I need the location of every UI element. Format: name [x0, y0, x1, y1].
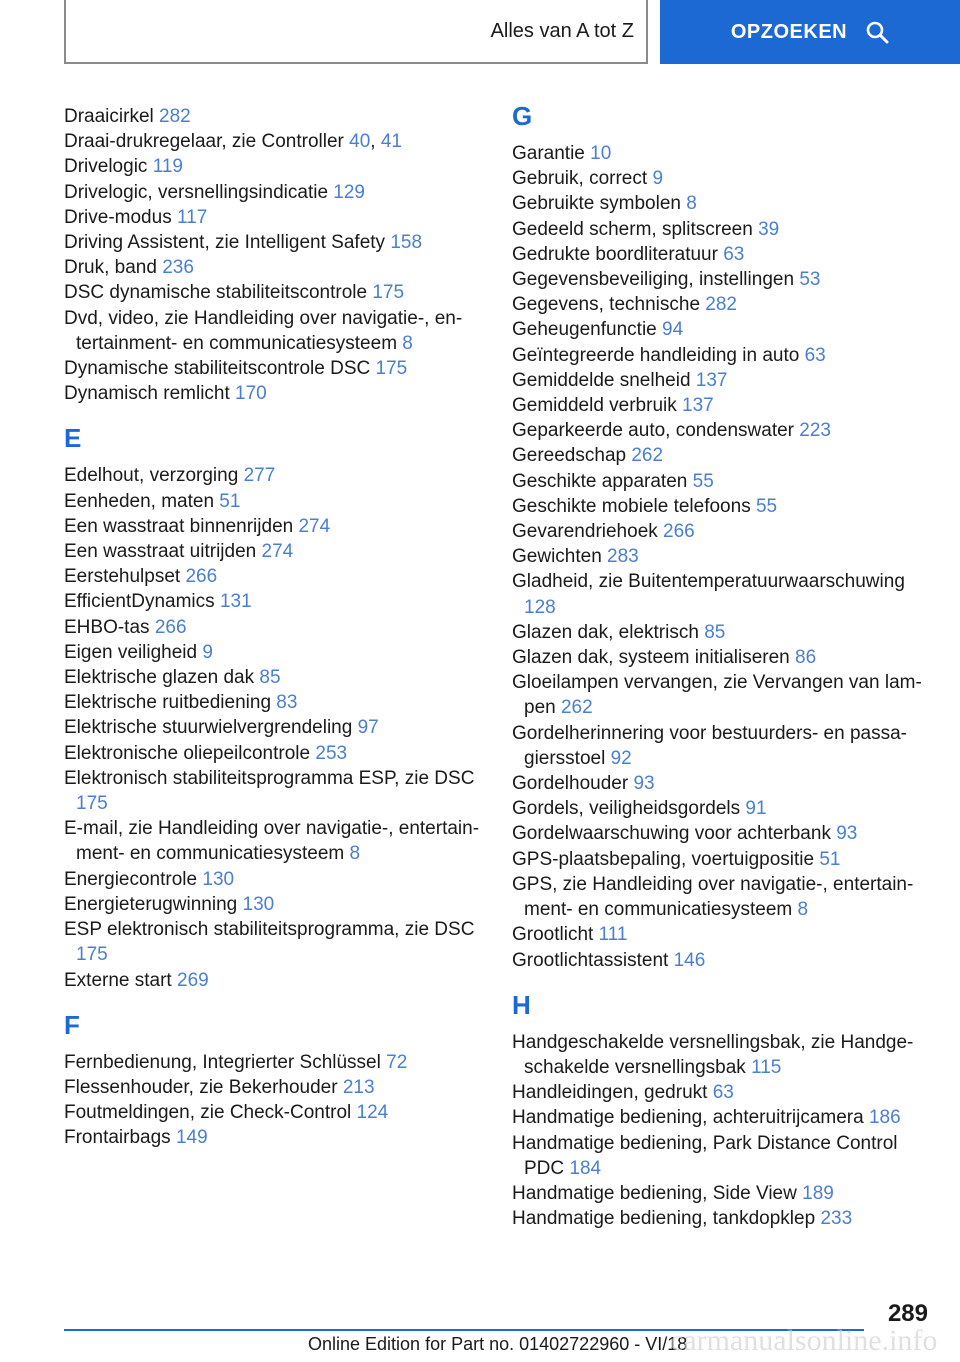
search-button[interactable] [660, 0, 960, 64]
page-link[interactable]: 8 [797, 899, 809, 921]
page-link[interactable]: 277 [243, 465, 276, 487]
index-entry-label: ESP elektronisch stabiliteitsprogramma, zie DSC [64, 919, 475, 941]
index-entry [512, 368, 922, 393]
index-entry [64, 104, 484, 129]
index-entry-label: Handmatige bediening, tankdopklep [512, 1208, 821, 1230]
index-entry-label: EHBO-tas [64, 616, 155, 638]
index-entry [512, 443, 922, 468]
index-entry [512, 242, 922, 267]
index-entry-label: Geschikte apparaten [512, 470, 693, 492]
heading-spacer [64, 451, 484, 463]
index-entry [64, 539, 484, 564]
page-link[interactable]: 175 [76, 944, 108, 966]
page-link[interactable]: 51 [819, 848, 841, 870]
watermark: carmanualsonline.info [670, 1324, 938, 1357]
index-entry [512, 393, 922, 418]
page-link[interactable]: 119 [152, 156, 183, 178]
page-link[interactable]: 83 [276, 692, 298, 714]
index-entry [512, 1206, 922, 1231]
page-link[interactable]: 9 [202, 641, 213, 663]
index-entry [512, 1030, 922, 1080]
index-entry-label: Elektrische ruitbediening [64, 692, 277, 714]
page-link[interactable]: 8 [402, 332, 413, 354]
index-entry [512, 948, 922, 973]
index-entry [512, 847, 922, 872]
index-entry-label: Energiecontrole [64, 868, 203, 890]
index-entry-label: Eerstehulpset [64, 566, 186, 588]
index-entry-label: GPS, zie Handleiding over navigatie-, entertainment- en communicatiesysteem [512, 873, 914, 921]
index-entry [64, 867, 484, 892]
index-entry [512, 418, 922, 443]
index-entry-label: Een wasstraat uitrijden [64, 541, 262, 563]
index-entry-label: Energieterugwinning [64, 893, 243, 915]
index-entry [512, 494, 922, 519]
index-entry [64, 1100, 484, 1125]
index-entry [64, 514, 484, 539]
page-link[interactable]: 137 [682, 395, 714, 417]
index-entry [64, 892, 484, 917]
index-entry-label: Draai-drukregelaar, zie Controller [64, 131, 350, 153]
page-link[interactable]: 184 [569, 1157, 602, 1179]
index-entry-label: Handleidingen, gedrukt [512, 1082, 713, 1104]
index-entry [512, 1080, 922, 1105]
index-entry-label: Handmatige bediening, achteruitrijcamera [512, 1107, 869, 1129]
index-entry [512, 1181, 922, 1206]
index-entry-label: Gedeeld scherm, splitscreen [512, 218, 759, 240]
page-link[interactable]: 115 [751, 1056, 782, 1078]
page-link[interactable]: 72 [386, 1051, 408, 1073]
page-link[interactable]: 128 [524, 596, 556, 618]
page-link[interactable]: 146 [673, 949, 706, 971]
page-link[interactable]: 55 [755, 495, 778, 517]
page-link[interactable]: 63 [804, 344, 826, 366]
index-entry [64, 640, 484, 665]
page-number: 289 [887, 1300, 928, 1327]
index-entry [64, 589, 484, 614]
index-entry [64, 306, 484, 356]
index-entry-label: E-mail, zie Handleiding over navigatie-, entertainment- en communicatiesysteem [64, 818, 480, 865]
index-entry-label: Glazen dak, systeem initialiseren [512, 647, 796, 669]
page-link[interactable]: 53 [799, 269, 821, 291]
index-entry-label: Gloeilampen vervangen, zie Vervangen van lampen [512, 672, 922, 719]
index-entry [512, 771, 922, 796]
index-entry-label: Externe start [64, 969, 177, 991]
page-link[interactable]: 63 [723, 243, 745, 265]
index-letter-heading: E [64, 423, 82, 454]
page-link[interactable]: 8 [349, 843, 361, 865]
index-entry-label: Fernbedienung, Integrierter Schlüssel [64, 1051, 387, 1073]
page-link[interactable]: 131 [219, 591, 252, 613]
page-link[interactable]: 253 [315, 742, 348, 764]
index-letter-heading: F [64, 1009, 80, 1040]
footer-edition: Online Edition for Part no. 01402722960 - VI/18 [308, 1334, 688, 1354]
index-entry [64, 489, 484, 514]
page-link[interactable]: 51 [219, 490, 241, 512]
index-entry-label: Elektronische oliepeilcontrole [64, 742, 316, 764]
section-spacer [64, 406, 484, 426]
page-link[interactable]: 189 [802, 1182, 834, 1204]
search-label: OPZOEKEN [730, 20, 848, 43]
index-entry-label: Elektrische stuurwielvergrendeling [64, 717, 358, 739]
page-link[interactable]: 282 [159, 106, 191, 127]
index-entry-label: Draaicirkel [64, 106, 160, 127]
index-entry [64, 1125, 484, 1150]
index-entry [64, 665, 484, 690]
index-entry-label: Drivelogic [64, 156, 153, 178]
index-entry-label: Grootlicht [512, 924, 599, 946]
heading-spacer [64, 1038, 484, 1050]
index-entry: Draai-drukregelaar, zie Controller 40, 41 [64, 131, 402, 153]
page-link[interactable]: 282 [705, 294, 737, 316]
index-entry [64, 968, 484, 993]
index-entry-label: Handmatige bediening, Park Distance Control PDC [512, 1132, 898, 1179]
page-link[interactable]: 130 [242, 893, 275, 915]
index-entry-label: Glazen dak, elektrisch [512, 621, 705, 643]
index-entry [512, 217, 922, 242]
section-spacer [512, 973, 922, 993]
index-entry-label: Driving Assistent, zie Intelligent Safety [64, 232, 391, 254]
index-letter-heading: H [512, 989, 531, 1020]
index-entry [64, 463, 484, 488]
index-entry [512, 317, 922, 342]
index-entry-label: Garantie [512, 143, 591, 164]
index-entry-label: Edelhout, verzorging [64, 465, 244, 487]
page-link[interactable]: 262 [631, 445, 664, 467]
index-letter-heading: G [512, 101, 533, 131]
index-entry [64, 564, 484, 589]
index-entry [64, 356, 484, 381]
page-link[interactable]: 274 [298, 515, 331, 537]
index-entry-label: Drive-modus [64, 206, 177, 228]
index-entry-label: Geschikte mobiele telefoons [512, 495, 756, 517]
index-entry-label: Gegevens, technische [512, 294, 706, 316]
index-entry [512, 166, 922, 191]
index-entry [512, 1105, 922, 1130]
page-link[interactable]: 39 [758, 218, 780, 240]
index-entry-label: Drivelogic, versnellingsindicatie [64, 181, 334, 203]
index-entry [64, 816, 484, 866]
index-entry-label: Geïntegreerde handleiding in auto [512, 344, 805, 366]
index-column-left [64, 104, 484, 1151]
page-link[interactable]: 9 [652, 168, 664, 190]
index-entry-label: Gevarendriehoek [512, 521, 664, 543]
page-link[interactable]: 158 [390, 232, 423, 254]
page-link[interactable]: 93 [836, 823, 858, 845]
page-link[interactable]: 175 [76, 793, 108, 815]
page-link[interactable]: 262 [560, 697, 593, 719]
index-entry-label: Gordelhouder [512, 773, 634, 795]
index-entry-label: Gordelwaarschuwing voor achterbank [512, 823, 837, 845]
page-link[interactable]: 233 [820, 1208, 853, 1230]
index-entry-label: Geparkeerde auto, condenswater [512, 420, 800, 442]
index-entry-label: Elektrische glazen dak [64, 667, 260, 689]
index-entry-label: Geheugenfunctie [512, 319, 663, 341]
index-entry-label: Handgeschakelde versnellingsbak, zie Handgeschakelde versnellingsbak [512, 1031, 914, 1078]
index-entry [64, 180, 484, 205]
index-entry-label: Gladheid, zie Buitentemperatuurwaarschuwing [512, 571, 905, 593]
page-link[interactable]: 91 [745, 798, 767, 820]
index-entry [512, 1131, 922, 1181]
index-entry-label: Gebruik, correct [512, 168, 653, 190]
index-entry [64, 255, 484, 280]
page-link[interactable]: 117 [176, 206, 208, 228]
index-entry [512, 519, 922, 544]
page-link[interactable]: 85 [259, 667, 281, 689]
index-entry-label: Eigen veiligheid [64, 641, 203, 663]
page-link[interactable]: 85 [704, 621, 726, 643]
page-link[interactable]: 130 [202, 868, 235, 890]
index-entry [512, 922, 922, 947]
index-entry-label: Gordels, veiligheidsgordels [512, 798, 746, 820]
index-entry [512, 267, 922, 292]
page-link[interactable]: 41 [380, 131, 402, 153]
index-entry [64, 154, 484, 179]
index-entry-label: Gedrukte boordliteratuur [512, 243, 724, 265]
page-link[interactable]: 175 [375, 358, 408, 380]
page-link[interactable]: 10 [590, 143, 612, 164]
section-title: Alles van A tot Z [490, 19, 634, 42]
page-link[interactable]: 274 [261, 541, 294, 563]
page-link[interactable]: 266 [185, 566, 218, 588]
page-link[interactable]: 124 [356, 1102, 389, 1124]
index-entry [512, 141, 922, 166]
index-entry [512, 343, 922, 368]
index-entry-label: Gemiddelde snelheid [512, 369, 696, 391]
page-link[interactable]: 137 [695, 369, 728, 391]
index-entry [64, 280, 484, 305]
index-entry-label: Gegevensbeveiliging, instellingen [512, 269, 800, 291]
index-entry [64, 715, 484, 740]
index-entry [64, 690, 484, 715]
index-entry [64, 741, 484, 766]
index-column-right [512, 101, 922, 1231]
index-entry [512, 821, 922, 846]
index-entry [64, 917, 484, 967]
index-entry-label: Druk, band [64, 257, 163, 279]
page-link[interactable]: 111 [598, 924, 628, 946]
index-entry-label: Gordelherinnering voor bestuurders- en passagiersstoel [512, 722, 907, 769]
index-entry [512, 292, 922, 317]
index-entry-label: Handmatige bediening, Side View [512, 1182, 803, 1204]
index-entry [512, 469, 922, 494]
index-entry-label: Elektronisch stabiliteitsprogramma ESP, zie DSC [64, 767, 475, 789]
page-link[interactable]: 186 [868, 1107, 901, 1129]
index-entry-label: Flessenhouder, zie Bekerhouder [64, 1076, 343, 1098]
index-entry-label: Frontairbags [64, 1127, 176, 1149]
index-entry-label: Gebruikte symbolen [512, 193, 687, 215]
page-link[interactable]: 86 [795, 647, 817, 669]
page-link[interactable]: 40 [349, 131, 371, 153]
index-entry [64, 766, 484, 816]
index-entry [64, 205, 484, 230]
index-entry-label: GPS-plaatsbepaling, voertuigpositie [512, 848, 820, 870]
index-entry-label: Foutmeldingen, zie Check-Control [64, 1102, 357, 1124]
section-spacer [64, 993, 484, 1013]
index-entry [64, 1075, 484, 1100]
index-entry-label: Eenheden, maten [64, 490, 220, 512]
page-link[interactable]: 283 [607, 546, 639, 568]
page-link[interactable]: 93 [633, 773, 655, 795]
index-entry [512, 620, 922, 645]
page-link[interactable]: 213 [342, 1076, 375, 1098]
heading-spacer [512, 1018, 922, 1030]
page-link[interactable]: 129 [333, 181, 365, 203]
index-entry [512, 645, 922, 670]
index-entry [64, 615, 484, 640]
page-link[interactable]: 236 [162, 257, 194, 279]
page-link[interactable]: 97 [357, 717, 379, 739]
heading-spacer [512, 129, 922, 141]
index-entry [512, 721, 922, 771]
index-entry-label: Gewichten [512, 546, 608, 568]
page-link[interactable]: 170 [235, 383, 267, 405]
section-title-box[interactable] [64, 0, 648, 64]
index-entry [512, 670, 922, 720]
page-link[interactable]: 63 [712, 1082, 734, 1104]
index-entry-label: Dynamisch remlicht [64, 383, 236, 405]
index-entry-label: Dvd, video, zie Handleiding over navigatie-, entertainment- en communicatiesysteem [64, 307, 463, 354]
page-link[interactable]: 94 [662, 319, 684, 341]
page-link[interactable]: 92 [610, 747, 632, 769]
page-link[interactable]: 149 [175, 1127, 208, 1149]
index-entry-label: Grootlichtassistent [512, 949, 674, 971]
page-link[interactable]: 266 [663, 521, 695, 543]
page-link[interactable]: 175 [372, 282, 405, 304]
index-entry [64, 381, 484, 406]
index-entry [512, 796, 922, 821]
page-link[interactable]: 8 [686, 193, 697, 215]
index-entry [512, 569, 922, 619]
index-entry [512, 544, 922, 569]
index-entry-label: DSC dynamische stabiliteitscontrole [64, 282, 373, 304]
index-entry-label: Gemiddeld verbruik [512, 395, 683, 417]
page-link[interactable]: 269 [177, 969, 209, 991]
index-entry [512, 191, 922, 216]
index-entry-label: EfficientDynamics [64, 591, 220, 613]
index-entry [64, 1050, 484, 1075]
index-entry [64, 230, 484, 255]
index-entry-label: Een wasstraat binnenrijden [64, 515, 299, 537]
index-entry-label: Dynamische stabiliteitscontrole DSC [64, 358, 376, 380]
index-entry-label: Gereedschap [512, 445, 632, 467]
page-link[interactable]: 223 [799, 420, 831, 442]
search-icon [865, 20, 889, 44]
page-link[interactable]: 55 [692, 470, 714, 492]
page-link[interactable]: 266 [154, 616, 187, 638]
index-entry [512, 872, 922, 922]
